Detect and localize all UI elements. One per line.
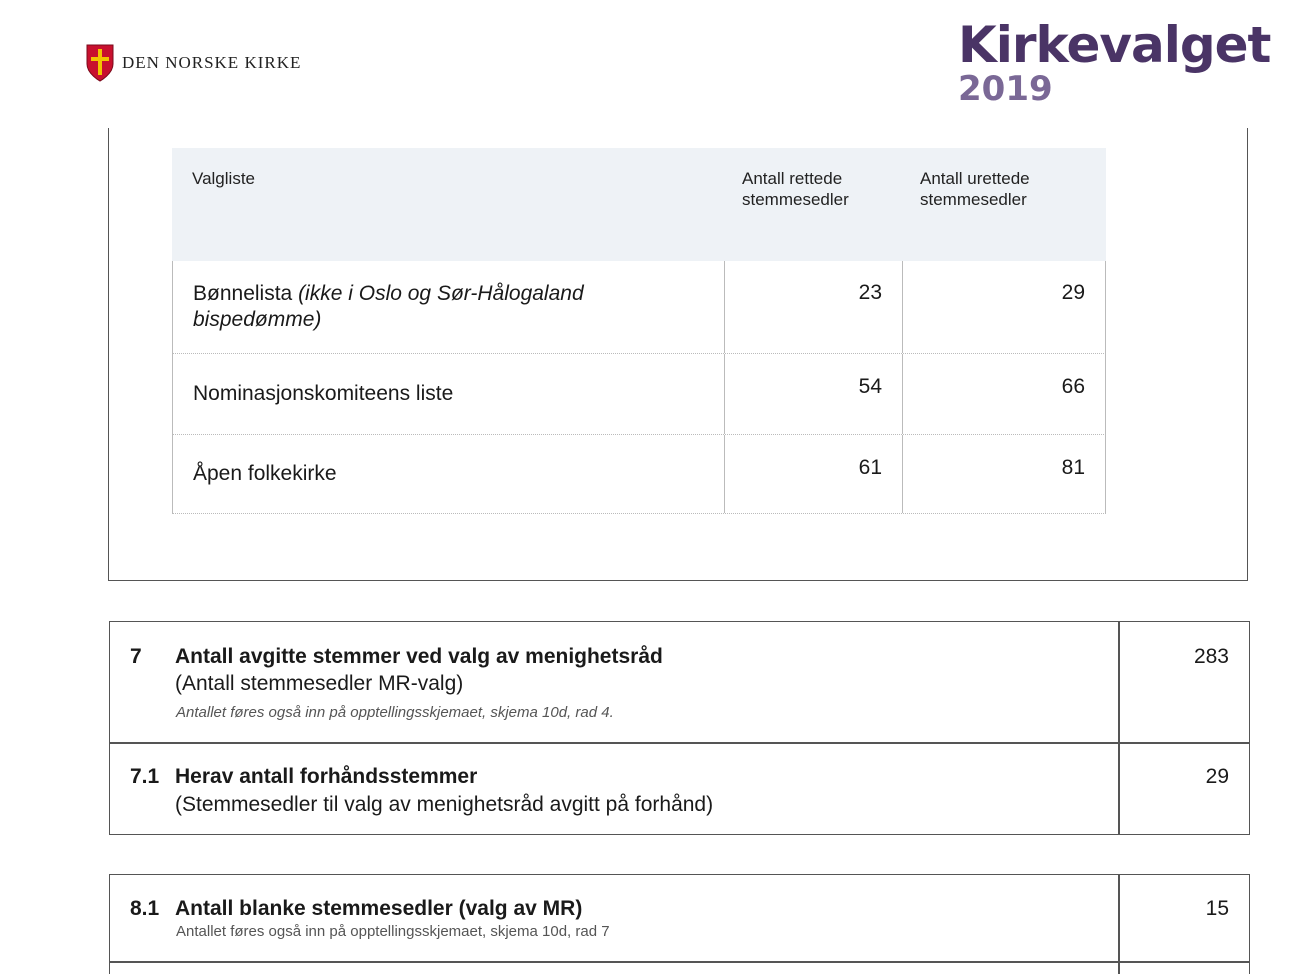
rettede-value: 61: [858, 456, 882, 479]
section-7-1-title: Herav antall forhåndsstemmer: [175, 765, 478, 788]
header-rettede-line2: stemmesedler: [742, 190, 849, 209]
lists-table: [172, 148, 1106, 514]
section-7-value: 283: [1193, 645, 1229, 668]
section-7-1-number: 7.1: [130, 765, 160, 788]
table-row: [172, 354, 1106, 435]
table-row: [172, 435, 1106, 514]
header-valgliste: Valgliste: [192, 169, 255, 188]
kirkevalget-brand: [958, 16, 1271, 109]
header-rettede: [742, 168, 849, 210]
logo-text: DEN NORSKE KIRKE: [122, 53, 302, 72]
section-8-1-note: Antallet føres også inn på opptellingsskjemaet, skjema 10d, rad 7: [176, 923, 610, 940]
list-name-note: (ikke i Oslo og Sør-Hålogaland: [298, 282, 584, 305]
urettede-value: 29: [1061, 281, 1085, 304]
urettede-value: 81: [1061, 456, 1085, 479]
votes-section-box: [109, 621, 1250, 835]
lists-table-header: [172, 148, 1106, 261]
section-7-note: Antallet føres også inn på opptellingsskjemaet, skjema 10d, rad 4.: [176, 704, 614, 721]
section-8-1-value: 15: [1205, 897, 1229, 920]
section-7-number: 7: [130, 645, 142, 668]
section-7-1-value: 29: [1205, 765, 1229, 788]
brand-year: 2019: [958, 69, 1053, 109]
church-shield-icon: [86, 44, 114, 82]
list-name-note-cont: bispedømme): [193, 308, 322, 331]
header-urettede-line1: Antall urettede: [920, 169, 1030, 188]
urettede-value: 66: [1061, 375, 1085, 398]
rettede-value: 54: [858, 375, 882, 398]
brand-title: Kirkevalget: [958, 16, 1271, 74]
table-row: [172, 261, 1106, 354]
header-urettede: [920, 168, 1030, 210]
section-7-title: Antall avgitte stemmer ved valg av menighetsråd: [175, 645, 663, 668]
list-name-cell: [193, 281, 584, 333]
church-logo: [86, 44, 301, 82]
section-8-1-number: 8.1: [130, 897, 160, 920]
section-7-subtitle: (Antall stemmesedler MR-valg): [175, 672, 464, 695]
list-name: Nominasjonskomiteens liste: [193, 382, 454, 405]
list-name: Bønnelista: [193, 282, 293, 305]
header-urettede-line2: stemmesedler: [920, 190, 1027, 209]
section-8-1-title: Antall blanke stemmesedler (valg av MR): [175, 897, 583, 920]
blank-votes-section-box: [109, 874, 1250, 974]
list-name: Åpen folkekirke: [193, 462, 337, 485]
section-7-1-subtitle: (Stemmesedler til valg av menighetsråd avgitt på forhånd): [175, 793, 714, 816]
header-rettede-line1: Antall rettede: [742, 169, 843, 188]
rettede-value: 23: [858, 281, 882, 304]
